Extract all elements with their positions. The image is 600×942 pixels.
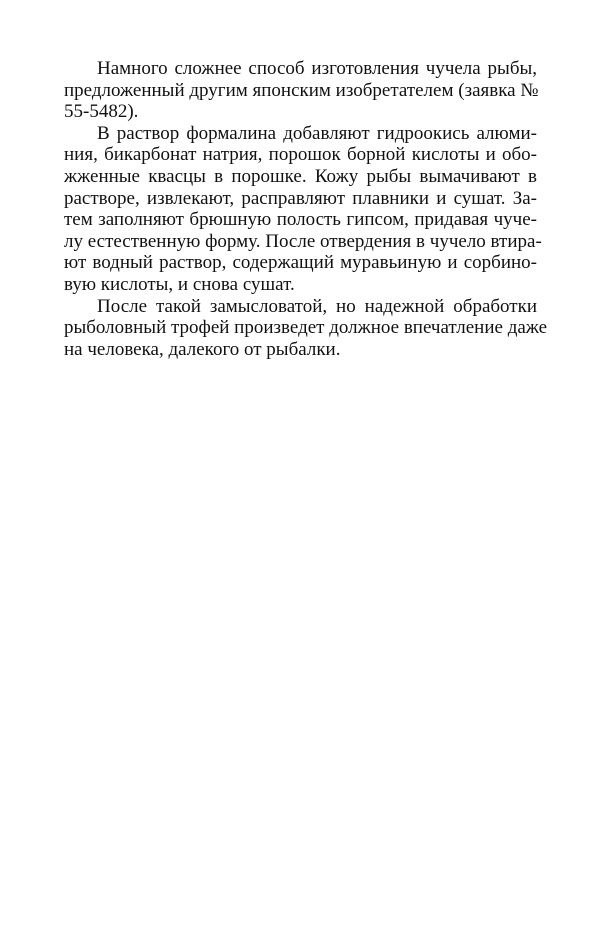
text-line: ния, бикарбонат натрия, порошок борной кислоты и обо-	[64, 144, 537, 166]
text-line: предложенный другим японским изобретателем (заявка №	[64, 79, 539, 101]
paragraph-3	[64, 295, 548, 361]
text-line: вую кислоты, и снова сушат.	[64, 273, 295, 295]
text-line: тем заполняют брюшную полость гипсом, придавая чуче-	[64, 209, 537, 231]
text-line: рыболовный трофей произведет должное впечатление даже	[64, 317, 548, 339]
paragraph-2	[64, 122, 542, 296]
text-line: растворе, извлекают, расправляют плавники и сушат. За-	[64, 187, 537, 209]
text-line: на человека, далекого от рыбалки.	[64, 338, 341, 360]
text-line: ют водный раствор, содержащий муравьиную и сорбино-	[64, 252, 537, 274]
text-line: 55-5482).	[64, 101, 139, 123]
text-line: В раствор формалина добавляют гидроокись алюми-	[97, 122, 537, 144]
text-line: Намного сложнее способ изготовления чучела рыбы,	[97, 58, 537, 79]
document-page	[64, 58, 548, 360]
text-line: жженные квасцы в порошке. Кожу рыбы вымачивают в	[64, 165, 537, 187]
text-line: После такой замысловатой, но надежной обработки	[97, 295, 537, 317]
paragraph-1	[64, 58, 537, 123]
text-line: лу естественную форму. После отвердения в чучело втира-	[64, 230, 542, 252]
